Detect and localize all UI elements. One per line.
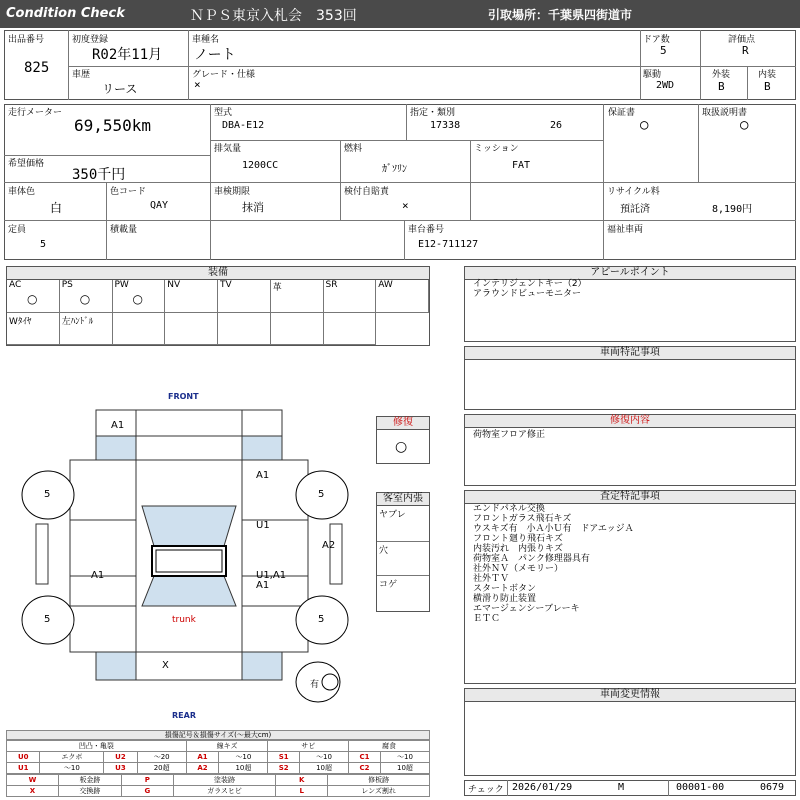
special-notes-title: 車両特記事項 bbox=[465, 347, 795, 360]
category-value-1: 17338 bbox=[430, 120, 461, 131]
warranty-value: ○ bbox=[640, 117, 649, 133]
mark-front-bumper: A1 bbox=[111, 420, 125, 431]
legend-desc: 〜20 bbox=[137, 752, 186, 763]
recycle-status: 預託済 bbox=[620, 204, 650, 215]
legend-code: P bbox=[121, 775, 173, 786]
mark-right-door-front: U1 bbox=[256, 520, 270, 531]
inspection-label: 車検期限 bbox=[214, 187, 251, 197]
equipment-cell bbox=[113, 313, 166, 345]
price-label: 希望価格 bbox=[8, 159, 45, 169]
legend-code: W bbox=[7, 775, 59, 786]
equipment-cell bbox=[376, 280, 429, 313]
chassis-value: E12-711127 bbox=[418, 239, 479, 250]
equipment-label: Wﾀｲﾔ bbox=[9, 317, 32, 327]
legend-code: U0 bbox=[7, 752, 40, 763]
repair-content-panel bbox=[464, 414, 796, 486]
color-label: 車体色 bbox=[8, 187, 36, 197]
legend-code: X bbox=[7, 786, 59, 797]
equipment-cell bbox=[7, 313, 60, 345]
legend-header: 線キズ bbox=[186, 741, 268, 752]
legend-code: U1 bbox=[7, 763, 40, 774]
appeal-list bbox=[473, 279, 587, 299]
equipment-cell bbox=[165, 280, 218, 313]
lot-label: 出品番号 bbox=[8, 35, 45, 45]
mark-rear: X bbox=[162, 660, 169, 671]
legend-header: サビ bbox=[268, 741, 349, 752]
legend-code: A2 bbox=[186, 763, 219, 774]
equipment-mark: ○ bbox=[79, 292, 91, 306]
inspection-notes-title: 査定特記事項 bbox=[465, 491, 795, 504]
equipment-mark: ○ bbox=[132, 292, 143, 306]
odo-label: 走行メーター bbox=[8, 108, 63, 118]
equipment-grid bbox=[7, 280, 429, 345]
appeal-title: アピールポイント bbox=[465, 267, 795, 280]
appeal-line: インテリジェントキー（2） bbox=[473, 279, 587, 289]
equipment-cell bbox=[218, 280, 271, 313]
equipment-label: AW bbox=[378, 280, 393, 290]
inspection-note-line: フロントガラス飛石キズ bbox=[473, 514, 572, 524]
legend-desc: 〜10 bbox=[40, 763, 104, 774]
fuel-value: ｶﾞｿﾘﾝ bbox=[382, 164, 407, 175]
equipment-cell bbox=[60, 280, 113, 313]
repair-content-line: 荷物室フロア修正 bbox=[473, 430, 546, 440]
legend-code: G bbox=[121, 786, 173, 797]
check-number: 0679 bbox=[760, 782, 785, 793]
history-label: 車歴 bbox=[72, 70, 91, 80]
appeal-panel bbox=[464, 266, 796, 342]
legend-title: 損傷記号＆損傷サイズ(〜最大cm) bbox=[6, 730, 430, 740]
insurance-label: 検付自賠責 bbox=[344, 187, 390, 197]
drive-label: 駆動 bbox=[643, 70, 662, 80]
vehicle-change-title: 車両変更情報 bbox=[465, 689, 795, 702]
legend-extra-table bbox=[6, 774, 430, 797]
repair-box-mark: ○ bbox=[395, 439, 408, 455]
legend-code: S1 bbox=[268, 752, 300, 763]
inspection-note-line: 社外ＮＶ（メモリー） bbox=[473, 564, 564, 574]
repair-box-title: 修復 bbox=[377, 417, 429, 430]
legend-desc: ガラスヒビ bbox=[173, 786, 275, 797]
lot-value: 825 bbox=[24, 60, 50, 76]
inspection-note-line: エンドパネル交換 bbox=[473, 504, 545, 514]
equipment-label: TV bbox=[220, 280, 232, 290]
equipment-cell bbox=[271, 313, 324, 345]
interior-box-title: 客室内張 bbox=[377, 493, 429, 506]
interior-item-hole: 穴 bbox=[379, 546, 389, 556]
ext-value: B bbox=[718, 80, 725, 93]
load-label: 積載量 bbox=[110, 225, 138, 235]
equipment-cell bbox=[165, 313, 218, 345]
auction-title: ＮＰＳ東京入札会 353回 bbox=[190, 8, 357, 24]
ext-label: 外装 bbox=[712, 70, 731, 80]
inspection-value: 抹消 bbox=[242, 201, 264, 214]
rear-window bbox=[142, 576, 236, 606]
legend-code: C2 bbox=[349, 763, 381, 774]
legend-code: U3 bbox=[104, 763, 137, 774]
model-label: 型式 bbox=[214, 108, 233, 118]
odo-value: 69,550km bbox=[74, 116, 152, 135]
legend-code: S2 bbox=[268, 763, 300, 774]
name-value: ノート bbox=[194, 47, 236, 63]
legend-code: A1 bbox=[186, 752, 219, 763]
legend-code: U2 bbox=[104, 752, 137, 763]
pickup-location: 引取場所：千葉県四街道市 bbox=[488, 8, 633, 22]
rear-label: REAR bbox=[172, 711, 196, 720]
equipment-cell bbox=[324, 280, 377, 313]
equipment-cell bbox=[218, 313, 271, 345]
front-label: FRONT bbox=[168, 392, 199, 401]
legend-desc: レンズ割れ bbox=[328, 786, 430, 797]
inspection-note-line: 社外ＴＶ bbox=[473, 574, 510, 584]
equipment-cell bbox=[113, 280, 166, 313]
check-label: チェック bbox=[468, 785, 504, 795]
legend-desc: 〜10 bbox=[219, 752, 268, 763]
check-code: 00001-00 bbox=[676, 782, 725, 793]
mark-right-door-rear-2: A1 bbox=[256, 580, 270, 591]
interior-item-burn: コゲ bbox=[379, 580, 398, 590]
equipment-label: NV bbox=[167, 280, 181, 290]
grade-label: グレード・仕様 bbox=[192, 70, 256, 80]
mark-left-side: A1 bbox=[91, 570, 105, 581]
color-value: 白 bbox=[50, 201, 63, 215]
special-notes-panel bbox=[464, 346, 796, 410]
equipment-cell bbox=[271, 280, 324, 313]
fuel-label: 燃料 bbox=[344, 144, 363, 154]
chassis-label: 車台番号 bbox=[408, 225, 445, 235]
eval-label: 評価点 bbox=[728, 35, 756, 45]
reg-label: 初度登録 bbox=[72, 35, 109, 45]
equipment-mark: ○ bbox=[27, 292, 38, 306]
legend-code: C1 bbox=[349, 752, 381, 763]
appeal-line: アラウンドビューモニター bbox=[473, 289, 582, 299]
legend-desc: 交換跡 bbox=[59, 786, 122, 797]
welfare-label: 福祉車両 bbox=[607, 225, 644, 235]
inspection-notes-list bbox=[473, 504, 634, 624]
legend-desc: 10超 bbox=[219, 763, 268, 774]
int-value: B bbox=[764, 80, 771, 93]
repair-content-title: 修復内容 bbox=[465, 415, 795, 428]
insurance-value: × bbox=[402, 199, 409, 212]
history-value: リース bbox=[102, 82, 138, 96]
category-label: 指定・類別 bbox=[410, 108, 456, 118]
warranty-label: 保証書 bbox=[608, 108, 636, 118]
inspection-note-line: エマージェンシーブレーキ bbox=[473, 604, 580, 614]
eval-value: R bbox=[742, 44, 749, 57]
legend-table bbox=[6, 740, 430, 774]
mark-right-door-rear: U1,A1 bbox=[256, 570, 287, 581]
inspection-note-line: 荷物室Ａ パンク修理器具有 bbox=[473, 554, 590, 564]
legend-desc: 板金跡 bbox=[59, 775, 122, 786]
tire-value-front-left: 5 bbox=[44, 489, 51, 500]
int-label: 内装 bbox=[758, 70, 777, 80]
mission-value: FAT bbox=[512, 160, 531, 171]
legend-header: 凹凸・亀裂 bbox=[7, 741, 187, 752]
legend-desc: 20超 bbox=[137, 763, 186, 774]
inspection-note-line: スタートボタン bbox=[473, 584, 537, 594]
inspection-note-line: フロント廻り飛石キズ bbox=[473, 534, 563, 544]
doors-label: ドア数 bbox=[643, 35, 670, 45]
recycle-label: リサイクル料 bbox=[607, 187, 660, 197]
reg-value: R02年11月 bbox=[92, 47, 163, 63]
displacement-label: 排気量 bbox=[214, 144, 242, 154]
model-value: DBA-E12 bbox=[222, 120, 265, 131]
check-mark: M bbox=[618, 782, 625, 793]
legend-desc: 10超 bbox=[380, 763, 429, 774]
doors-value: 5 bbox=[660, 44, 667, 57]
interior-box bbox=[376, 492, 430, 612]
colorcode-value: QAY bbox=[150, 200, 169, 211]
manual-label: 取扱説明書 bbox=[702, 108, 748, 118]
legend-desc: エクボ bbox=[40, 752, 104, 763]
equipment-cell bbox=[324, 313, 377, 345]
tire-value-rear-right: 5 bbox=[318, 614, 325, 625]
interior-item-tear: ヤブレ bbox=[379, 510, 406, 520]
legend-desc: 塗装跡 bbox=[173, 775, 275, 786]
tire-value-rear-left: 5 bbox=[44, 614, 51, 625]
legend-header: 腐食 bbox=[349, 741, 430, 752]
trunk-label: trunk bbox=[172, 615, 196, 625]
floor-mark: 有 bbox=[310, 680, 320, 690]
category-value-2: 26 bbox=[550, 120, 563, 131]
colorcode-label: 色コード bbox=[110, 187, 147, 197]
equipment-label: PS bbox=[61, 280, 73, 290]
repair-box bbox=[376, 416, 430, 464]
price-value: 350千円 bbox=[72, 167, 126, 183]
left-front-fender bbox=[70, 460, 136, 520]
inspection-note-line: 横滑り防止装置 bbox=[473, 594, 537, 604]
inspection-note-line: 内装汚れ 内張りキズ bbox=[473, 544, 563, 554]
logo-text: Condition Check bbox=[6, 6, 125, 21]
legend-desc: 修板跡 bbox=[328, 775, 430, 786]
capacity-label: 定員 bbox=[8, 225, 27, 235]
mission-label: ミッション bbox=[474, 144, 519, 154]
recycle-amount: 8,190円 bbox=[712, 204, 753, 215]
capacity-value: 5 bbox=[40, 239, 47, 250]
header-bar bbox=[0, 0, 800, 28]
equipment-cell bbox=[60, 313, 113, 345]
legend-code: L bbox=[276, 786, 328, 797]
equipment-label: PW bbox=[114, 280, 129, 290]
windshield bbox=[142, 506, 236, 546]
manual-value: ○ bbox=[740, 117, 749, 133]
tire-value-front-right: 5 bbox=[318, 489, 325, 500]
equipment-label: 左ﾊﾝﾄﾞﾙ bbox=[61, 317, 94, 327]
check-date: 2026/01/29 bbox=[512, 782, 573, 793]
legend-desc: 10超 bbox=[300, 763, 349, 774]
legend-desc: 〜10 bbox=[380, 752, 429, 763]
mark-right-rear-side: A2 bbox=[322, 540, 336, 551]
equipment-label: AC bbox=[9, 280, 22, 290]
legend-desc: 〜10 bbox=[300, 752, 349, 763]
drive-value: 2WD bbox=[656, 80, 675, 91]
grade-value: × bbox=[194, 78, 201, 91]
equipment-title: 装備 bbox=[7, 267, 429, 280]
vehicle-change-panel bbox=[464, 688, 796, 776]
mark-right-front: A1 bbox=[256, 470, 270, 481]
name-label: 車種名 bbox=[192, 35, 220, 45]
equipment-label: SR bbox=[325, 280, 338, 290]
inspection-note-line: ウスキズ有 小Ａ小Ｕ有 ドアエッジＡ bbox=[473, 524, 634, 534]
equipment-label: 革 bbox=[272, 283, 282, 293]
legend-code: K bbox=[276, 775, 328, 786]
displacement-value: 1200CC bbox=[242, 160, 279, 171]
inspection-notes-panel bbox=[464, 490, 796, 684]
inspection-note-line: ＥＴＣ bbox=[473, 614, 501, 624]
equipment-cell bbox=[7, 280, 60, 313]
